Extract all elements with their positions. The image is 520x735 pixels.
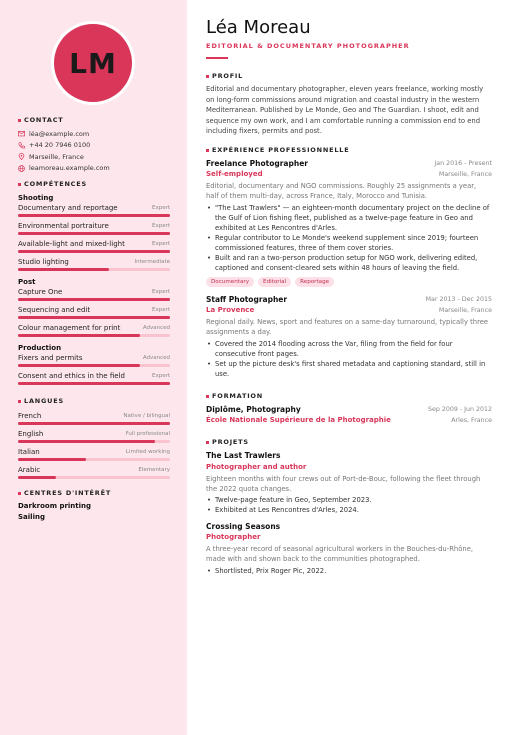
list-item: • Set up the picture desk's first shared metadata and captioning standard, still in use.: [206, 359, 491, 379]
skill-row: Documentary and reportage Expert: [18, 202, 170, 220]
job-dates: Mar 2013 - Dec 2015: [425, 296, 492, 303]
project-title: Crossing Seasons: [206, 522, 281, 531]
bullet-icon: [18, 119, 21, 122]
contact-heading: CONTACT: [18, 116, 170, 124]
skill-bar: [18, 334, 170, 337]
interests-section: [18, 489, 170, 523]
skill-group-title: Post: [18, 278, 36, 286]
list-item: • "The Last Trawlers" — an eighteen-month documentary project on the decline of the Gulf of Lion fishing fleet, published as a twelve-page feature in Geo and exhibited at Les Rencontres d'Arles.: [206, 203, 491, 233]
list-item: • Covered the 2014 flooding across the Var, filing from the field for four consecutive front pages.: [206, 339, 491, 359]
skill-bar: [18, 214, 170, 217]
skill-row: Studio lighting Intermediate: [18, 256, 170, 274]
skill-row: Sequencing and edit Expert: [18, 304, 170, 322]
skill-bar: [18, 382, 170, 385]
skills-heading: COMPÉTENCES: [18, 180, 170, 188]
avatar: LM: [54, 24, 132, 102]
interest-item: Darkroom printing: [18, 502, 92, 510]
skill-row: Colour management for print Advanced: [18, 322, 170, 340]
tag: Documentary: [206, 277, 254, 287]
job-bullets: [206, 203, 491, 273]
globe-icon: [18, 165, 25, 172]
bullet-icon: [18, 183, 21, 186]
contact-website[interactable]: leamoreau.example.com: [18, 163, 170, 175]
language-bar: [18, 440, 170, 443]
contact-location: Marseille, France: [18, 151, 170, 163]
interest-item: Sailing: [18, 513, 45, 521]
education-heading: FORMATION: [206, 392, 263, 400]
profile-heading: PROFIL: [206, 72, 243, 80]
project-bullets: [206, 566, 491, 576]
language-bar: [18, 476, 170, 479]
job-tags: [206, 277, 334, 287]
skill-row: Environmental portraiture Expert: [18, 220, 170, 238]
education-dates: Sep 2009 - Jun 2012: [427, 406, 492, 413]
skill-row: Consent and ethics in the field Expert: [18, 370, 170, 388]
skill-row: Capture One Expert: [18, 286, 170, 304]
skill-group-title: Shooting: [18, 194, 54, 202]
job-location: Marseille, France: [438, 307, 492, 314]
skill-bar: [18, 268, 170, 271]
skill-bar: [18, 364, 170, 367]
project-title: The Last Trawlers: [206, 451, 281, 460]
job-description: Regional daily. News, sport and features on a same-day turnaround, typically three assignments a day.: [206, 318, 489, 336]
skill-row: Available-light and mixed-light Expert: [18, 238, 170, 256]
list-item: • Shortlisted, Prix Roger Pic, 2022.: [206, 566, 491, 576]
language-row: French Native / bilingual: [18, 410, 170, 428]
list-item: • Exhibited at Les Rencontres d'Arles, 2024.: [206, 505, 491, 515]
job-dates: Jan 2016 - Present: [434, 160, 492, 167]
skill-bar: [18, 316, 170, 319]
bullet-icon: [18, 492, 21, 495]
job-bullets: [206, 339, 491, 379]
language-row: Arabic Elementary: [18, 464, 170, 482]
bullet-icon: [206, 149, 209, 152]
projects-heading: PROJETS: [206, 438, 249, 446]
project-bullets: [206, 495, 491, 515]
languages-heading: LANGUES: [18, 397, 170, 405]
job-employer: Self-employed: [206, 170, 263, 178]
language-row: Italian Limited working: [18, 446, 170, 464]
language-bar: [18, 458, 170, 461]
list-item: • Regular contributor to Le Monde's weekend supplement since 2019; fourteen commissioned features, three of them cover stories.: [206, 233, 491, 253]
mail-icon: [18, 130, 25, 137]
project-description: A three-year record of seasonal agricultural workers in the Bouches-du-Rhône, made with and shown back to the communities photographed.: [206, 545, 474, 563]
title-divider: [206, 57, 228, 59]
location-icon: [18, 153, 25, 160]
contact-email[interactable]: léa@example.com: [18, 128, 170, 140]
person-name: Léa Moreau: [206, 17, 311, 38]
project-role: Photographer and author: [206, 463, 307, 471]
bullet-icon: [18, 400, 21, 403]
job-employer: La Provence: [206, 306, 255, 314]
project-role: Photographer: [206, 533, 261, 541]
skill-group-title: Production: [18, 344, 62, 352]
bullet-icon: [206, 441, 209, 444]
experience-heading: EXPÉRIENCE PROFESSIONNELLE: [206, 146, 349, 154]
education-location: Arles, France: [451, 417, 492, 424]
job-location: Marseille, France: [438, 171, 492, 178]
tag: Reportage: [295, 277, 334, 287]
project-description: Eighteen months with four crews out of Port-de-Bouc, following the fleet through the 2022 quota changes.: [206, 475, 481, 493]
tag: Editorial: [258, 277, 291, 287]
language-row: English Full professional: [18, 428, 170, 446]
job-title: Staff Photographer: [206, 295, 288, 304]
job-title: Freelance Photographer: [206, 159, 308, 168]
job-description: Editorial, documentary and NGO commissions. Roughly 25 assignments a year, half of them multi-day, across France, Italy, Morocco and Tunisia.: [206, 182, 477, 200]
skill-row: Fixers and permits Advanced: [18, 352, 170, 370]
skill-bar: [18, 298, 170, 301]
education-school: École Nationale Supérieure de la Photographie: [206, 416, 391, 424]
skills-section: [18, 180, 170, 388]
skill-bar: [18, 232, 170, 235]
language-bar: [18, 422, 170, 425]
skill-bar: [18, 250, 170, 253]
job-headline: EDITORIAL & DOCUMENTARY PHOTOGRAPHER: [206, 42, 410, 50]
languages-section: [18, 397, 170, 482]
phone-icon: [18, 142, 25, 149]
list-item: • Twelve-page feature in Geo, September 2023.: [206, 495, 491, 505]
education-degree: Diplôme, Photography: [206, 405, 301, 414]
list-item: • Built and ran a two-person production setup for NGO work, delivering edited, captioned and consent-cleared sets within 48 hours of leaving the field.: [206, 253, 491, 273]
profile-summary: Editorial and documentary photographer, eleven years freelance, working mostly on long-form commissions around migration and coastal industry in the western Mediterranean. Published by Le Monde, Geo and The Guardian. I shoot, edit and sequence my own work, and I am comfortable running a commission end to end including fixers, permits and post.: [206, 85, 484, 135]
bullet-icon: [206, 395, 209, 398]
contact-phone[interactable]: +44 20 7946 0100: [18, 140, 170, 152]
bullet-icon: [206, 75, 209, 78]
contact-section: [18, 116, 170, 174]
interests-heading: CENTRES D'INTÉRÊT: [18, 489, 170, 497]
